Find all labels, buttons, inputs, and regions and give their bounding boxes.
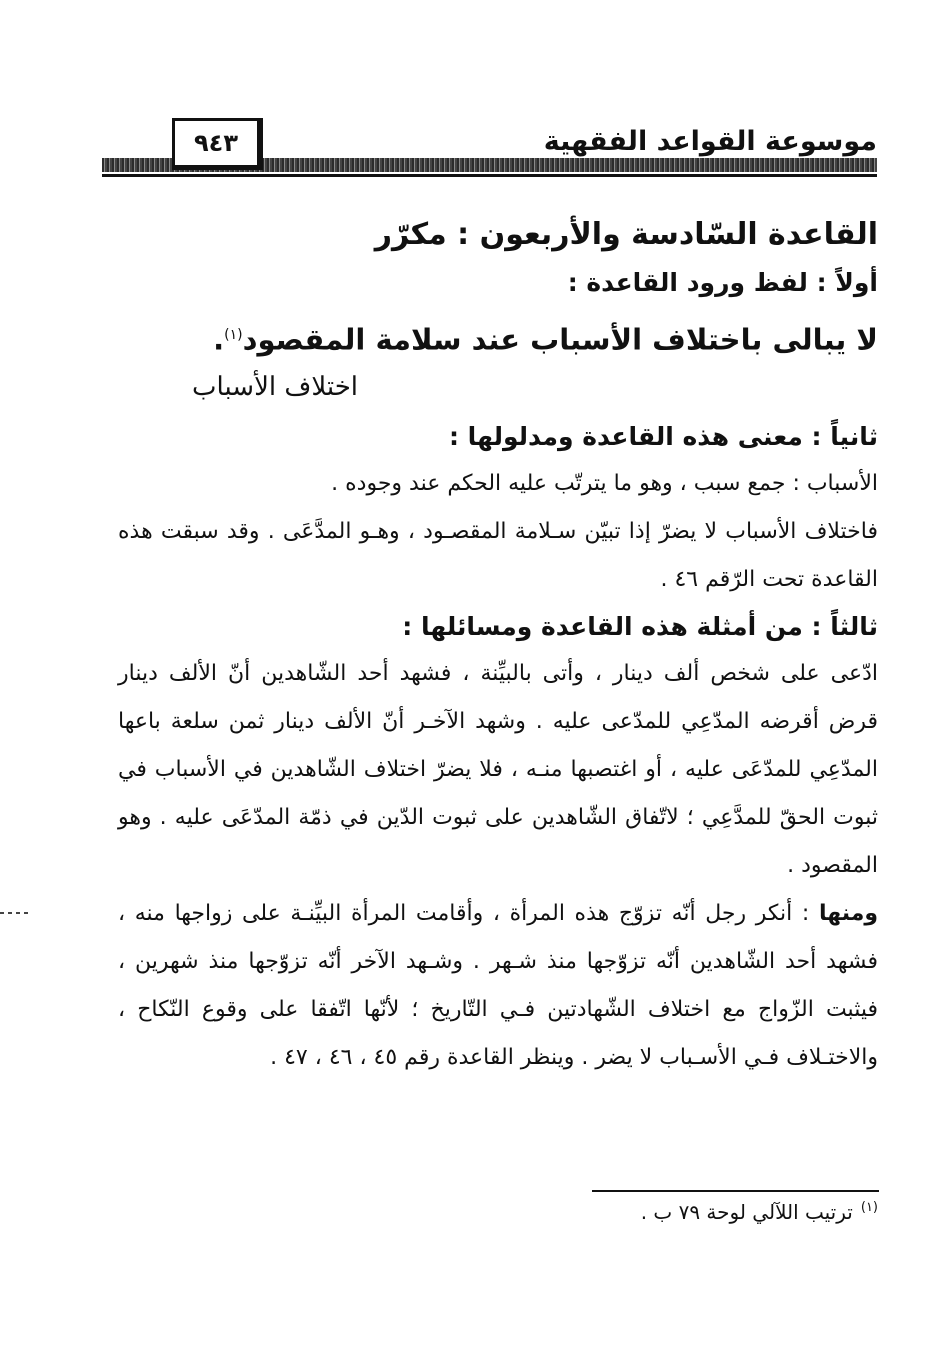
- section-heading-3: ثالثاً : من أمثلة هذه القاعدة ومسائلها :: [402, 612, 878, 641]
- rule-statement-end: .: [213, 322, 225, 357]
- page-number-box: [172, 118, 263, 170]
- running-title: موسوعة القواعد الفقهية: [543, 126, 877, 157]
- page-content: [118, 210, 878, 1082]
- footnote-marker: (١): [860, 1200, 878, 1216]
- page-header: [102, 118, 877, 180]
- section-heading-1: أولاً : لفظ ورود القاعدة :: [567, 268, 878, 297]
- paragraph-example-1: ادّعى على شخص ألف دينار ، وأتى بالبيِّنة ، فشهد أحد الشّاهدين أنّ الألف دينار قرض أقرضه المدّعِي للمدّعى عليه . وشهد الآخـر أنّ الألف دينار ثمن سلعة باعها المدّعِي للمدّعَى عليه ، أو اغتصبها منـه ، فلا يضرّ اختلاف الشّاهدين في الأسباب في ثبوت الحقّ للمدَّعِي ؛ لاتّفاق الشّاهدين على ثبوت الدّين في ذمّة المدّعَى عليه . وهو المقصود .: [118, 661, 878, 878]
- paragraph-explanation: فاختلاف الأسباب لا يضرّ إذا تبيّن سـلامة المقصـود ، وهـو المدَّعَى . وقد سبقت هذه القاعدة تحت الرّقم ٤٦ .: [118, 519, 878, 592]
- section-heading-2: ثانياً : معنى هذه القاعدة ومدلولها :: [448, 422, 878, 451]
- header-rule-underline: [102, 174, 877, 177]
- rule-statement-text: لا يبالى باختلاف الأسباب عند سلامة المقصود: [242, 322, 878, 357]
- rule-title: القاعدة السّادسة والأربعون : مكرّر: [374, 217, 878, 252]
- footnote: [641, 1200, 878, 1224]
- page-number: ٩٤٣: [194, 129, 238, 157]
- paragraph-example-2: [118, 890, 878, 1082]
- example-2-text: : أنكر رجل أنّه تزوّج هذه المرأة ، وأقامت المرأة البيِّنـة على زواجها منه ، فشهد أحد الشّاهدين أنّه تزوّجها منذ شـهر . وشـهد الآخر أنّه تزوّجها منذ شهرين ، فيثبت الزّواج مع اختلاف الشّهادتين فـي التّاريخ ؛ لأنّها اتّفقا على وقوع النّكاح ، والاختـلاف فـي الأسـباب لا يضر . وينظر القاعدة رقم ٤٥ ، ٤٦ ، ٤٧ .: [118, 901, 878, 1070]
- rule-statement: [118, 306, 878, 364]
- example-lead: ومنها: [818, 901, 878, 926]
- paragraph-definition: الأسباب : جمع سبب ، وهو ما يترتّب عليه الحكم عند وجوده .: [331, 471, 878, 496]
- footnote-reference[interactable]: (١): [224, 327, 243, 343]
- handwritten-note: اختلاف الأسباب: [192, 372, 358, 402]
- scan-margin-mark: [0, 912, 30, 914]
- footnote-text: ترتيب اللآلي لوحة ٧٩ ب .: [640, 1200, 853, 1224]
- footnote-rule: [592, 1190, 879, 1192]
